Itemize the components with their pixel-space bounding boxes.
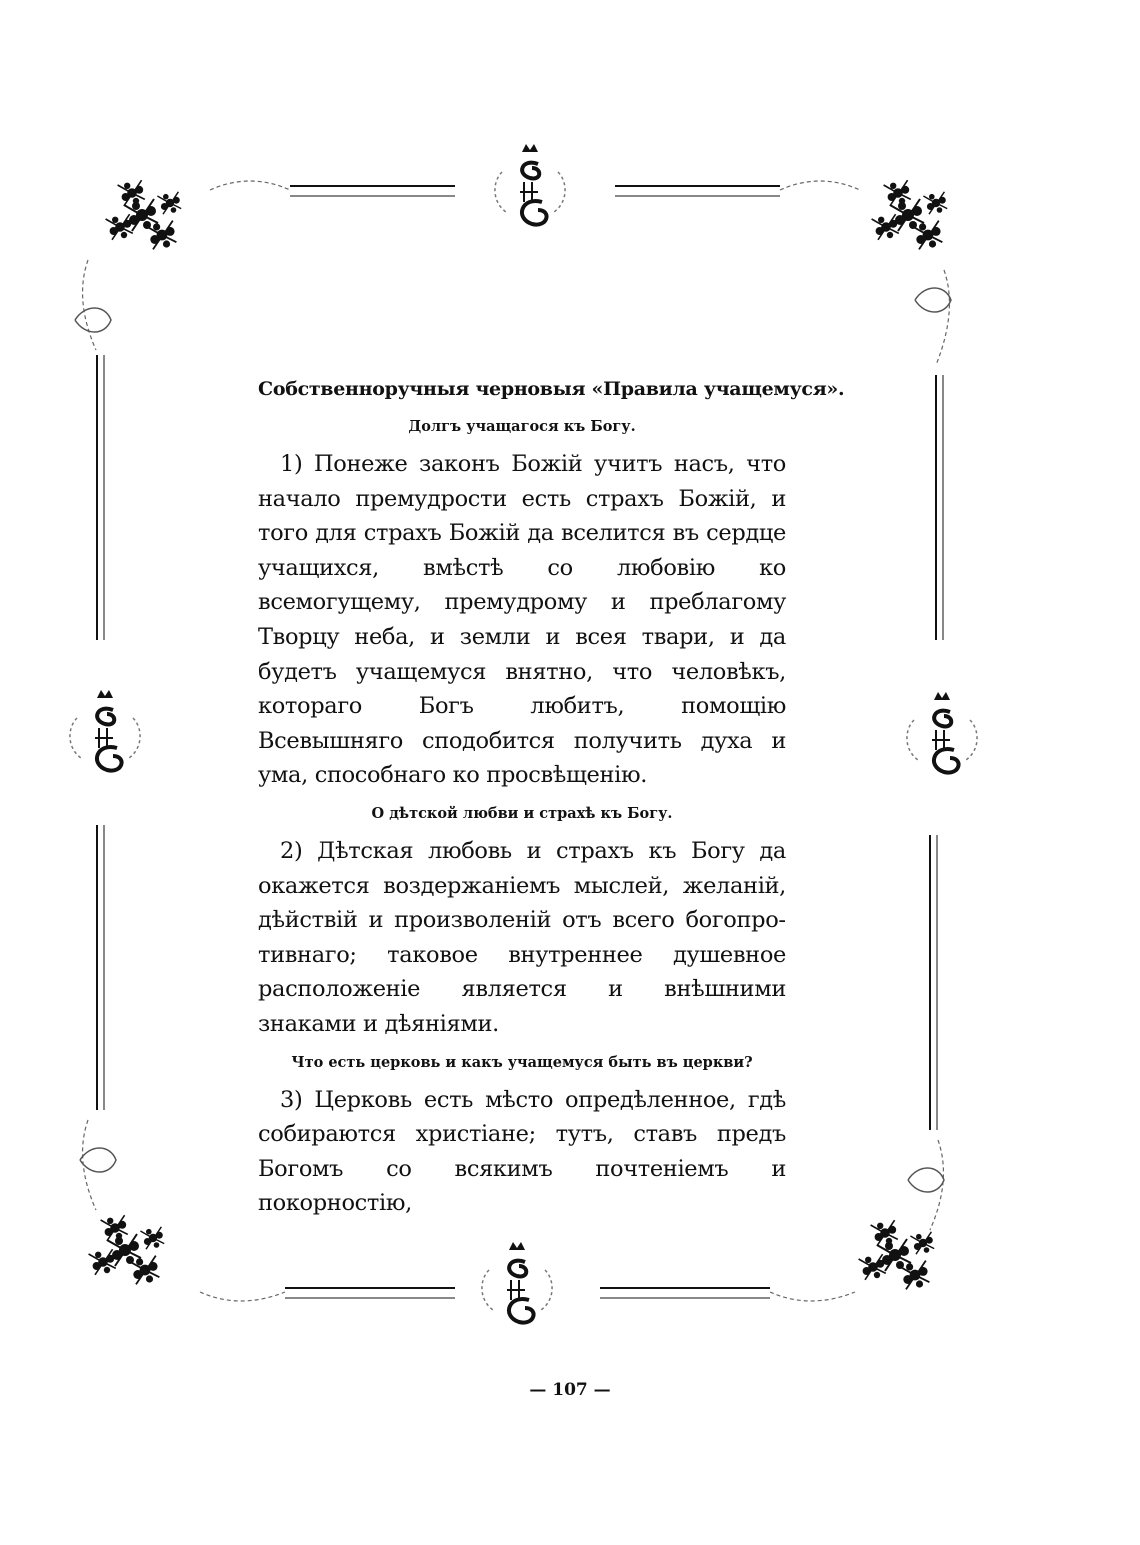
page-number: — 107 — [529,1380,611,1400]
page-title: Собственноручныя черновыя «Правила учащемуся». [258,378,845,400]
corner-floral-ornament-icon [89,1215,165,1284]
crowned-monogram-icon [482,1242,552,1323]
corner-floral-ornament-icon [872,180,948,249]
section-heading: Что есть церковь и какъ учащемуся быть въ церкви? [291,1053,753,1071]
page-content [258,378,845,1233]
corner-floral-ornament-icon [859,1220,935,1289]
section-paragraph: 3) Церковь есть мѣсто опредѣленное, гдѣ собираются христіане; тутъ, ставъ предъ Богомъ со всякимъ почтеніемъ и покорностію, [258,1086,786,1217]
crowned-monogram-icon [70,690,140,771]
section-heading: О дѣтской любви и страхѣ къ Богу. [371,804,673,822]
section-heading: Долгъ учащагося къ Богу. [408,418,636,435]
section-paragraph: 2) Дѣтская любовь и страхъ къ Богу да окажется воздержаніемъ мыслей, желаній, дѣйствій и произволеній отъ всего богопротивнаго; таковое внутреннее душевное расположеніе является и внѣшними знаками и дѣяніями. [258,837,786,1037]
crowned-monogram-icon [495,144,565,225]
section-paragraph: 1) Понеже законъ Божій учитъ насъ, что начало премудрости есть страхъ Божій, и того для страхъ Божій да вселится въ сердце учащихся, вмѣстѣ со любовію ко всемогущему, премудрому и преблагому Творцу неба, и земли и всея твари, и да будетъ учащемуся внятно, что человѣкъ, котораго Богъ любитъ, помощію Всевышняго сподобится получить духа и ума, способнаго ко просвѣщенію. [258,451,786,789]
left-border-rule [83,260,104,1210]
crowned-monogram-icon [907,692,977,773]
top-border-rule [210,181,860,196]
corner-floral-ornament-icon [106,180,182,249]
